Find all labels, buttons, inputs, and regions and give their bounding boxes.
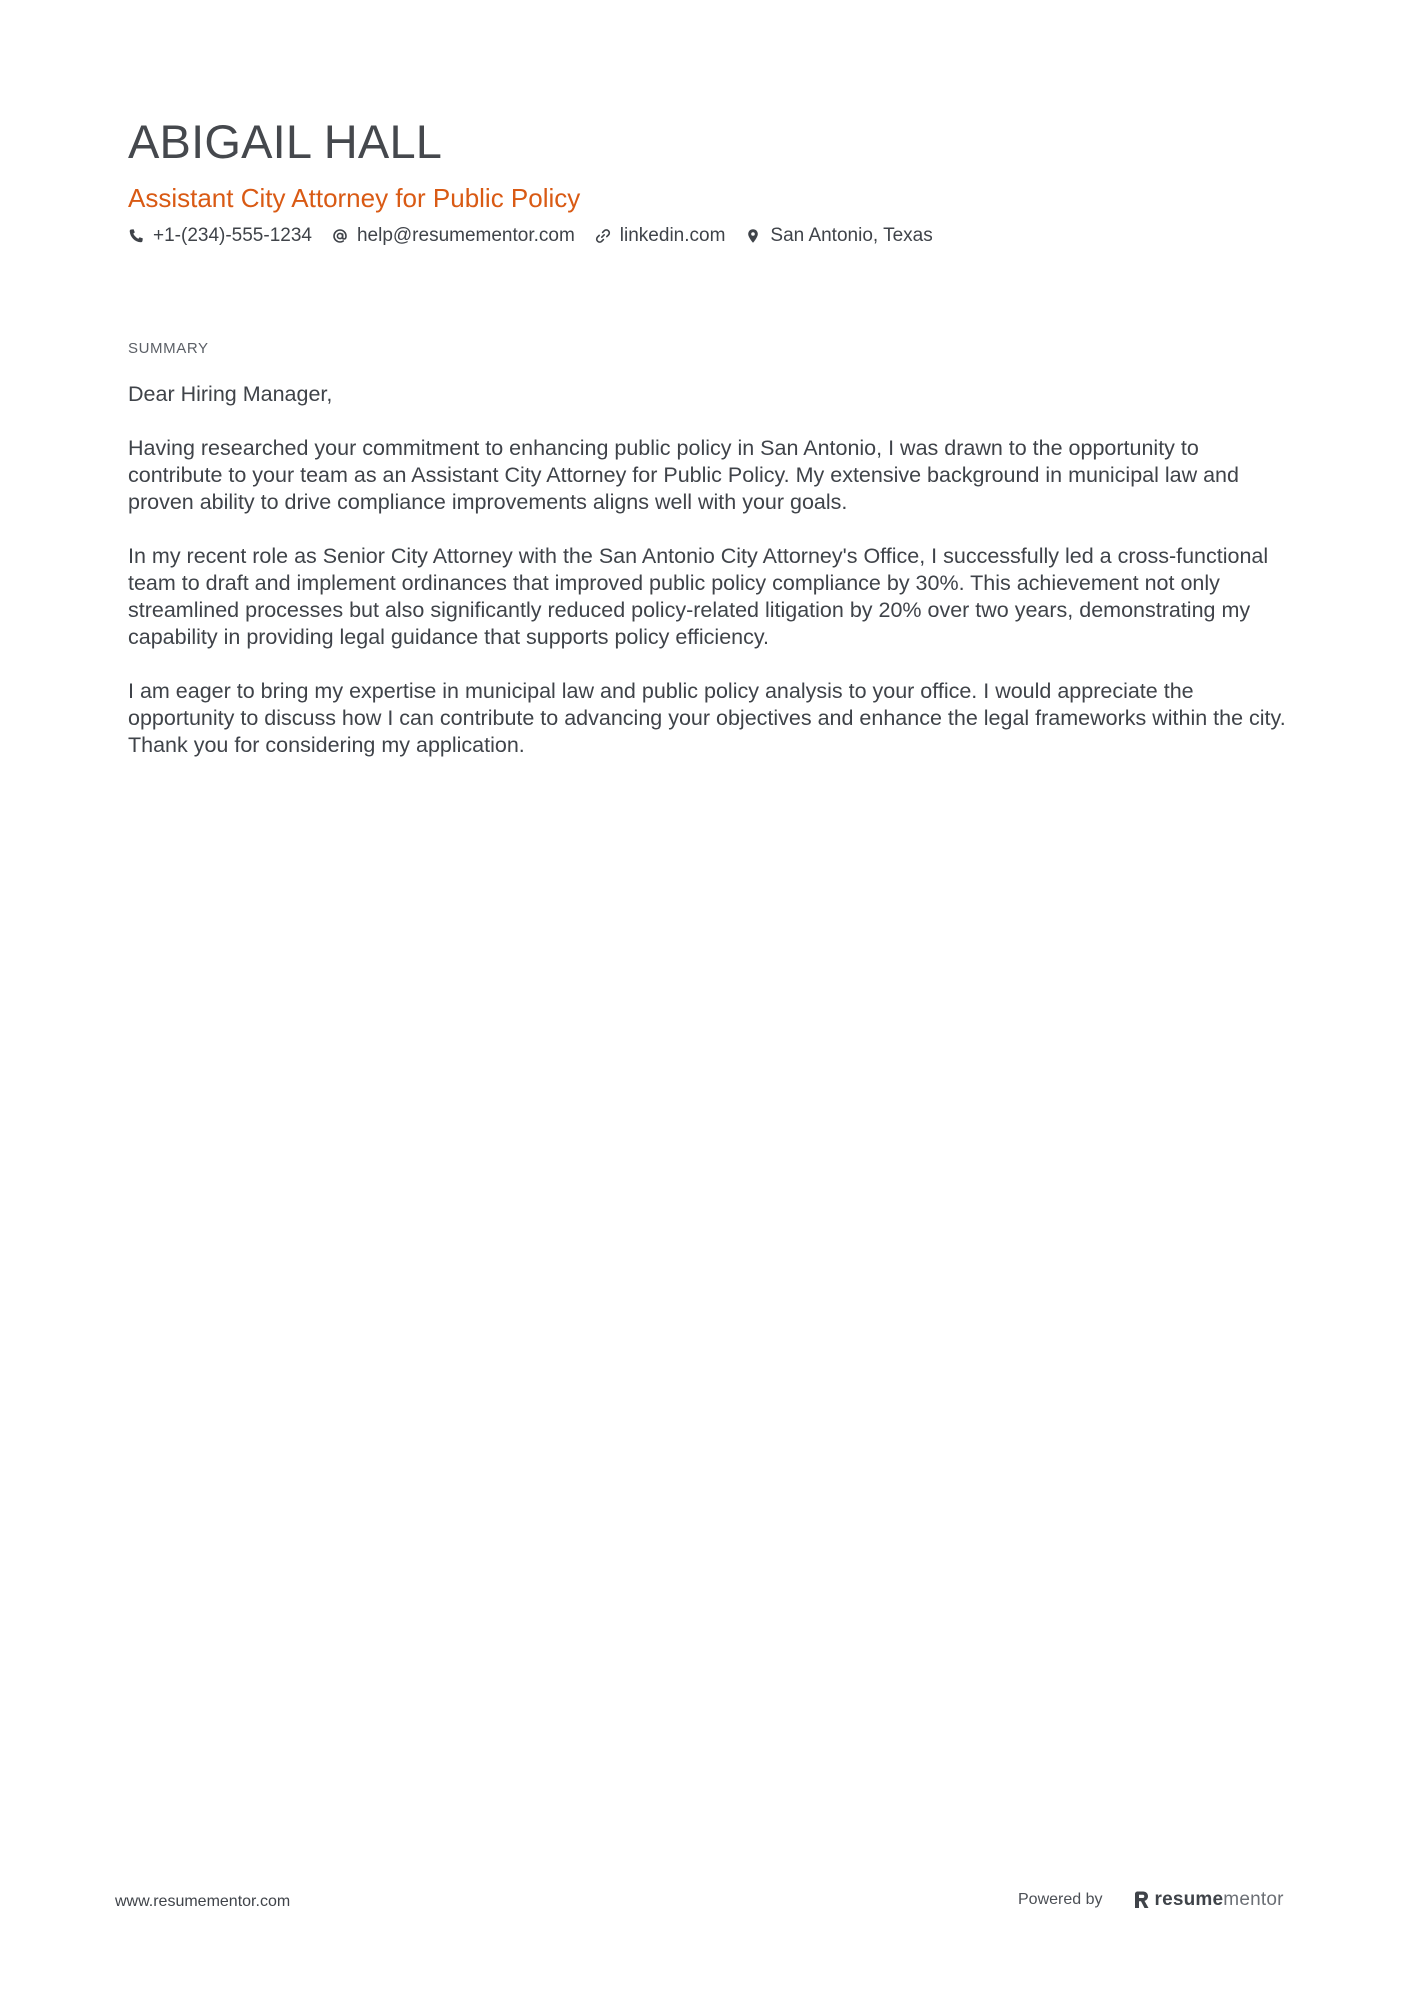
job-title: Assistant City Attorney for Public Policy bbox=[128, 183, 581, 213]
contact-bar bbox=[128, 225, 1288, 247]
brand-name-light: mentor bbox=[1223, 1889, 1284, 1910]
contact-phone bbox=[128, 225, 312, 247]
letter-paragraph: In my recent role as Senior City Attorney with the San Antonio City Attorney's Office, I successfully led a cross-functional team to draft and implement ordinances that improved public policy compliance by 30%. This achievement not only streamlined processes but also significantly reduced policy-related litigation by 20% over two years, demonstrating my capability in providing legal guidance that supports policy efficiency. bbox=[128, 544, 1269, 649]
footer-branding bbox=[1018, 1889, 1284, 1911]
phone-icon bbox=[128, 228, 144, 244]
brand-logo[interactable] bbox=[1133, 1889, 1284, 1911]
salutation: Dear Hiring Manager, bbox=[128, 382, 333, 406]
letter-body bbox=[128, 381, 1298, 759]
resumementor-logo-icon bbox=[1133, 1890, 1151, 1910]
brand-name-bold: resume bbox=[1154, 1889, 1224, 1910]
phone-text[interactable]: +1-(234)-555-1234 bbox=[153, 225, 312, 246]
contact-location bbox=[745, 225, 932, 247]
contact-linkedin bbox=[595, 225, 726, 247]
at-icon bbox=[332, 228, 348, 244]
contact-email bbox=[332, 225, 575, 247]
linkedin-link[interactable]: linkedin.com bbox=[619, 225, 726, 246]
link-icon bbox=[595, 228, 611, 244]
location-text: San Antonio, Texas bbox=[770, 225, 933, 246]
location-pin-icon bbox=[745, 228, 761, 244]
powered-by-label: Powered by bbox=[1018, 1891, 1103, 1908]
section-heading: SUMMARY bbox=[128, 340, 209, 357]
header bbox=[128, 112, 1288, 247]
email-link[interactable]: help@resumementor.com bbox=[356, 225, 575, 246]
letter-paragraph: Having researched your commitment to enhancing public policy in San Antonio, I was drawn to the opportunity to contribute to your team as an Assistant City Attorney for Public Policy. My extensive background in municipal law and proven ability to drive compliance improvements aligns well with your goals. bbox=[128, 436, 1239, 514]
footer-website-link[interactable]: www.resumementor.com bbox=[115, 1893, 291, 1910]
brand-name bbox=[1155, 1889, 1284, 1911]
candidate-name: ABIGAIL HALL bbox=[128, 115, 443, 168]
summary-section bbox=[128, 339, 1298, 786]
letter-paragraph: I am eager to bring my expertise in municipal law and public policy analysis to your office. I would appreciate the opportunity to discuss how I can contribute to advancing your objectives and enhance the legal frameworks within the city. Thank you for considering my application. bbox=[128, 679, 1286, 757]
